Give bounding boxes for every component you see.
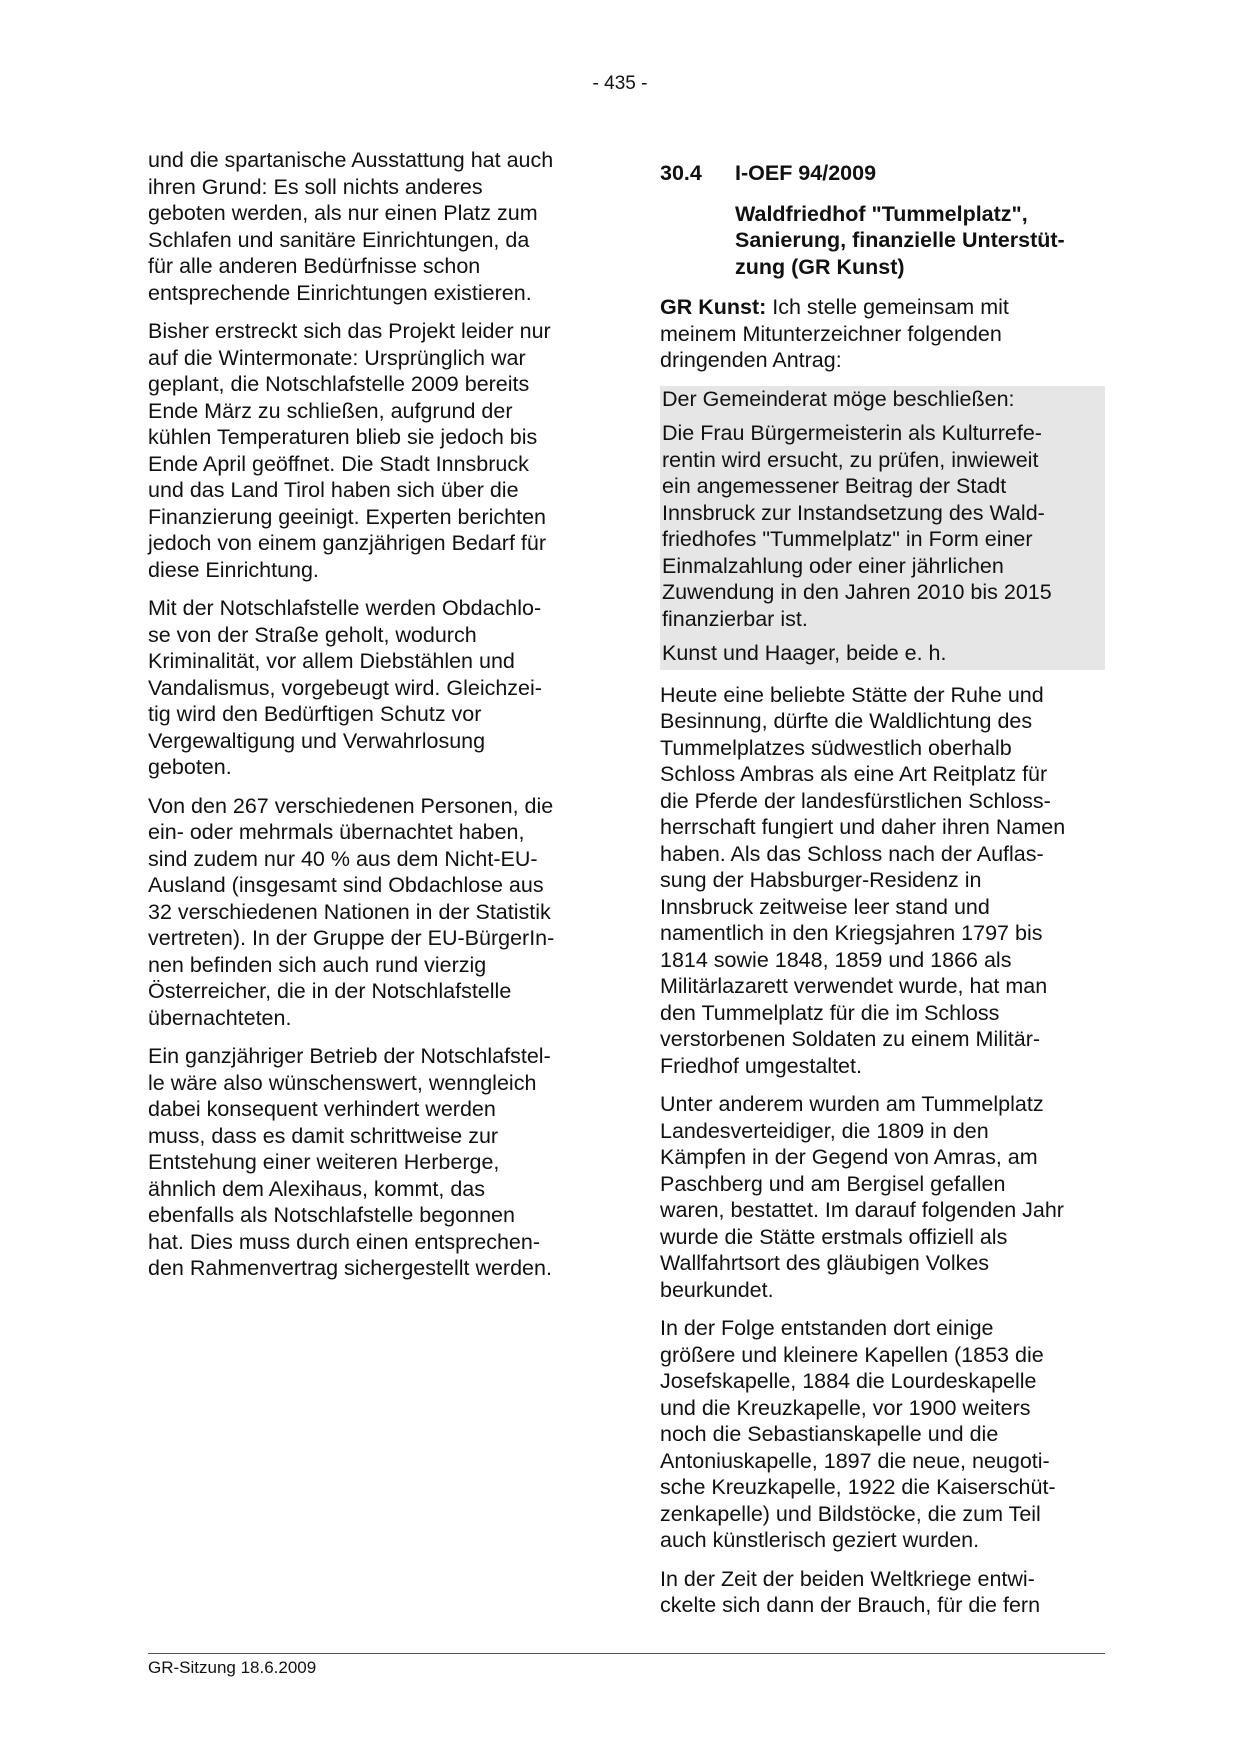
footer-divider xyxy=(148,1653,1105,1654)
text-line: Finanzierung geeinigt. Experten berichten xyxy=(148,504,547,529)
text-line: Josefskapelle, 1884 die Lourdeskapelle xyxy=(660,1369,1037,1393)
left-paragraph-4 xyxy=(148,793,588,1032)
text-line: tig wird den Bedürftigen Schutz vor xyxy=(148,702,482,726)
left-paragraph-5 xyxy=(148,1043,588,1282)
text-line: vertreten). In der Gruppe der EU-BürgerIn- xyxy=(148,926,555,950)
speaker-intro xyxy=(660,294,1105,374)
text-line: friedhofes "Tummelplatz" in Form einer xyxy=(662,527,1033,551)
right-column xyxy=(660,160,1105,1631)
motion-lead xyxy=(662,386,1103,413)
text-line: Tummelplatzes südwestlich oberhalb xyxy=(660,735,1012,760)
text-line: Einmalzahlung oder einer jährlichen xyxy=(662,553,1004,578)
left-paragraph-2 xyxy=(148,318,588,583)
text-line: geboten werden, als nur einen Platz zum xyxy=(148,201,538,225)
text-line: ein angemessener Beitrag der Stadt xyxy=(662,474,1007,498)
text-line: 32 verschiedenen Nationen in der Statistik xyxy=(148,899,551,924)
text-line: Mit der Notschlafstelle werden Obdachlo- xyxy=(148,596,542,620)
text-line: ein- oder mehrmals übernachtet haben, xyxy=(148,820,525,844)
motion-signatories xyxy=(662,640,1103,667)
text-line: Ein ganzjähriger Betrieb der Notschlafstel- xyxy=(148,1044,551,1068)
section-code: I-OEF 94/2009 xyxy=(735,161,877,185)
section-title-line: Sanierung, finanzielle Unterstüt- xyxy=(735,228,1065,252)
text-line: den Tummelplatz für die im Schloss xyxy=(660,1000,1000,1025)
text-line: 1814 sowie 1848, 1859 und 1866 als xyxy=(660,947,1012,972)
text-line: Paschberg und am Bergisel gefallen xyxy=(660,1171,1006,1196)
text-line: Kriminalität, vor allem Diebstählen und xyxy=(148,649,515,673)
text-line: Ende März zu schließen, aufgrund der xyxy=(148,398,513,423)
text-line: Ende April geöffnet. Die Stadt Innsbruck xyxy=(148,451,529,476)
text-line: herrschaft fungiert und daher ihren Namen xyxy=(660,815,1066,839)
right-paragraph-3 xyxy=(660,1315,1105,1554)
text-line: finanzierbar ist. xyxy=(662,606,808,631)
motion-box xyxy=(660,386,1105,670)
text-line: Vandalismus, vorgebeugt wird. Gleichzei- xyxy=(148,675,542,700)
text-line: le wäre also wünschenswert, wenngleich xyxy=(148,1070,537,1095)
text-line: Innsbruck zeitweise leer stand und xyxy=(660,894,990,919)
right-paragraph-1 xyxy=(660,682,1105,1080)
text-line: die Pferde der landesfürstlichen Schloss- xyxy=(660,788,1051,813)
text-line: größere und kleinere Kapellen (1853 die xyxy=(660,1342,1044,1367)
text-line: nen befinden sich auch rund vierzig xyxy=(148,952,487,977)
text-line: und die Kreuzkapelle, vor 1900 weiters xyxy=(660,1395,1031,1420)
text-line: Friedhof umgestaltet. xyxy=(660,1053,862,1078)
text-line: sche Kreuzkapelle, 1922 die Kaiserschüt- xyxy=(660,1475,1056,1499)
text-line: muss, dass es damit schrittweise zur xyxy=(148,1123,499,1148)
section-title xyxy=(735,201,1105,281)
text-line: Vergewaltigung und Verwahrlosung xyxy=(148,728,486,753)
section-title-line: zung (GR Kunst) xyxy=(735,254,905,279)
text-line: In der Zeit der beiden Weltkriege entwi- xyxy=(660,1566,1035,1591)
text-line: ähnlich dem Alexihaus, kommt, das xyxy=(148,1176,485,1201)
speaker-name: GR Kunst: xyxy=(660,295,767,319)
text-line: se von der Straße geholt, wodurch xyxy=(148,622,477,647)
text-line: dringenden Antrag: xyxy=(660,348,842,372)
text-line: Österreicher, die in der Notschlafstelle xyxy=(148,979,512,1003)
text-line: meinem Mitunterzeichner folgenden xyxy=(660,321,1002,346)
section-heading xyxy=(660,160,1105,187)
text-line: dabei konsequent verhindert werden xyxy=(148,1097,496,1121)
speaker-intro-text: Ich stelle gemeinsam mit xyxy=(766,295,1009,319)
text-line: haben. Als das Schloss nach der Auflas- xyxy=(660,841,1044,866)
text-line: ebenfalls als Notschlafstelle begonnen xyxy=(148,1203,515,1227)
text-line: diese Einrichtung. xyxy=(148,557,319,582)
page-number: - 435 - xyxy=(592,73,648,94)
text-line: Entstehung einer weiteren Herberge, xyxy=(148,1150,500,1174)
text-line: Schlafen und sanitäre Einrichtungen, da xyxy=(148,227,530,252)
text-line: Die Frau Bürgermeisterin als Kulturrefe- xyxy=(662,421,1042,445)
text-line: rentin wird ersucht, zu prüfen, inwieweit xyxy=(662,447,1039,472)
footer-text: GR-Sitzung 18.6.2009 xyxy=(148,1658,317,1677)
text-line: Zuwendung in den Jahren 2010 bis 2015 xyxy=(662,580,1052,604)
text-line: verstorbenen Soldaten zu einem Militär- xyxy=(660,1027,1041,1051)
left-column xyxy=(148,147,588,1294)
text-line: auch künstlerisch geziert wurden. xyxy=(660,1528,980,1552)
left-paragraph-3 xyxy=(148,595,588,781)
text-line: entsprechende Einrichtungen existieren. xyxy=(148,280,532,305)
text-line: Kunst und Haager, beide e. h. xyxy=(662,641,947,665)
text-line: Bisher erstreckt sich das Projekt leider nur xyxy=(148,319,551,343)
text-line: Besinnung, dürfte die Waldlichtung des xyxy=(660,709,1033,733)
text-line: zenkapelle) und Bildstöcke, die zum Teil xyxy=(660,1501,1041,1526)
text-line: geboten. xyxy=(148,755,232,779)
text-line: Unter anderem wurden am Tummelplatz xyxy=(660,1092,1044,1116)
text-line: jedoch von einem ganzjährigen Bedarf für xyxy=(148,531,547,555)
text-line: Landesverteidiger, die 1809 in den xyxy=(660,1118,989,1143)
text-line: und das Land Tirol haben sich über die xyxy=(148,478,519,502)
text-line: beurkundet. xyxy=(660,1277,774,1302)
text-line: Kämpfen in der Gegend von Amras, am xyxy=(660,1145,1038,1169)
right-paragraph-4 xyxy=(660,1566,1105,1619)
text-line: sind zudem nur 40 % aus dem Nicht-EU- xyxy=(148,846,538,871)
text-line: Antoniuskapelle, 1897 die neue, neugoti- xyxy=(660,1448,1050,1473)
text-line: waren, bestattet. Im darauf folgenden Jahr xyxy=(660,1198,1064,1222)
text-line: ihren Grund: Es soll nichts anderes xyxy=(148,174,483,199)
text-line: namentlich in den Kriegsjahren 1797 bis xyxy=(660,921,1043,945)
text-line: für alle anderen Bedürfnisse schon xyxy=(148,254,481,278)
motion-body xyxy=(662,420,1103,632)
text-line: geplant, die Notschlafstelle 2009 bereits xyxy=(148,372,530,396)
text-line: hat. Dies muss durch einen entsprechen- xyxy=(148,1229,540,1254)
text-line: kühlen Temperaturen blieb sie jedoch bis xyxy=(148,425,538,449)
text-line: Innsbruck zur Instandsetzung des Wald- xyxy=(662,500,1045,525)
text-line: noch die Sebastianskapelle und die xyxy=(660,1422,999,1446)
right-paragraph-2 xyxy=(660,1091,1105,1303)
text-line: Von den 267 verschiedenen Personen, die xyxy=(148,793,554,818)
text-line: den Rahmenvertrag sichergestellt werden. xyxy=(148,1256,552,1280)
text-line: Schloss Ambras als eine Art Reitplatz für xyxy=(660,762,1048,786)
text-line: Ausland (insgesamt sind Obdachlose aus xyxy=(148,873,544,897)
section-title-line: Waldfriedhof "Tummelplatz", xyxy=(735,201,1028,226)
text-line: Wallfahrtsort des gläubigen Volkes xyxy=(660,1251,990,1275)
text-line: Militärlazarett verwendet wurde, hat man xyxy=(660,974,1048,998)
left-paragraph-1 xyxy=(148,147,588,306)
text-line: wurde die Stätte erstmals offiziell als xyxy=(660,1224,1008,1249)
text-line: sung der Habsburger-Residenz in xyxy=(660,868,982,892)
text-line: übernachteten. xyxy=(148,1005,292,1030)
text-line: ckelte sich dann der Brauch, für die fern xyxy=(660,1593,1041,1617)
text-line: und die spartanische Ausstattung hat auch xyxy=(148,148,554,172)
section-number: 30.4 xyxy=(660,161,702,185)
text-line: In der Folge entstanden dort einige xyxy=(660,1316,994,1340)
text-line: Der Gemeinderat möge beschließen: xyxy=(662,386,1015,411)
text-line: auf die Wintermonate: Ursprünglich war xyxy=(148,345,526,370)
text-line: Heute eine beliebte Stätte der Ruhe und xyxy=(660,682,1044,707)
text-line xyxy=(660,294,1105,321)
